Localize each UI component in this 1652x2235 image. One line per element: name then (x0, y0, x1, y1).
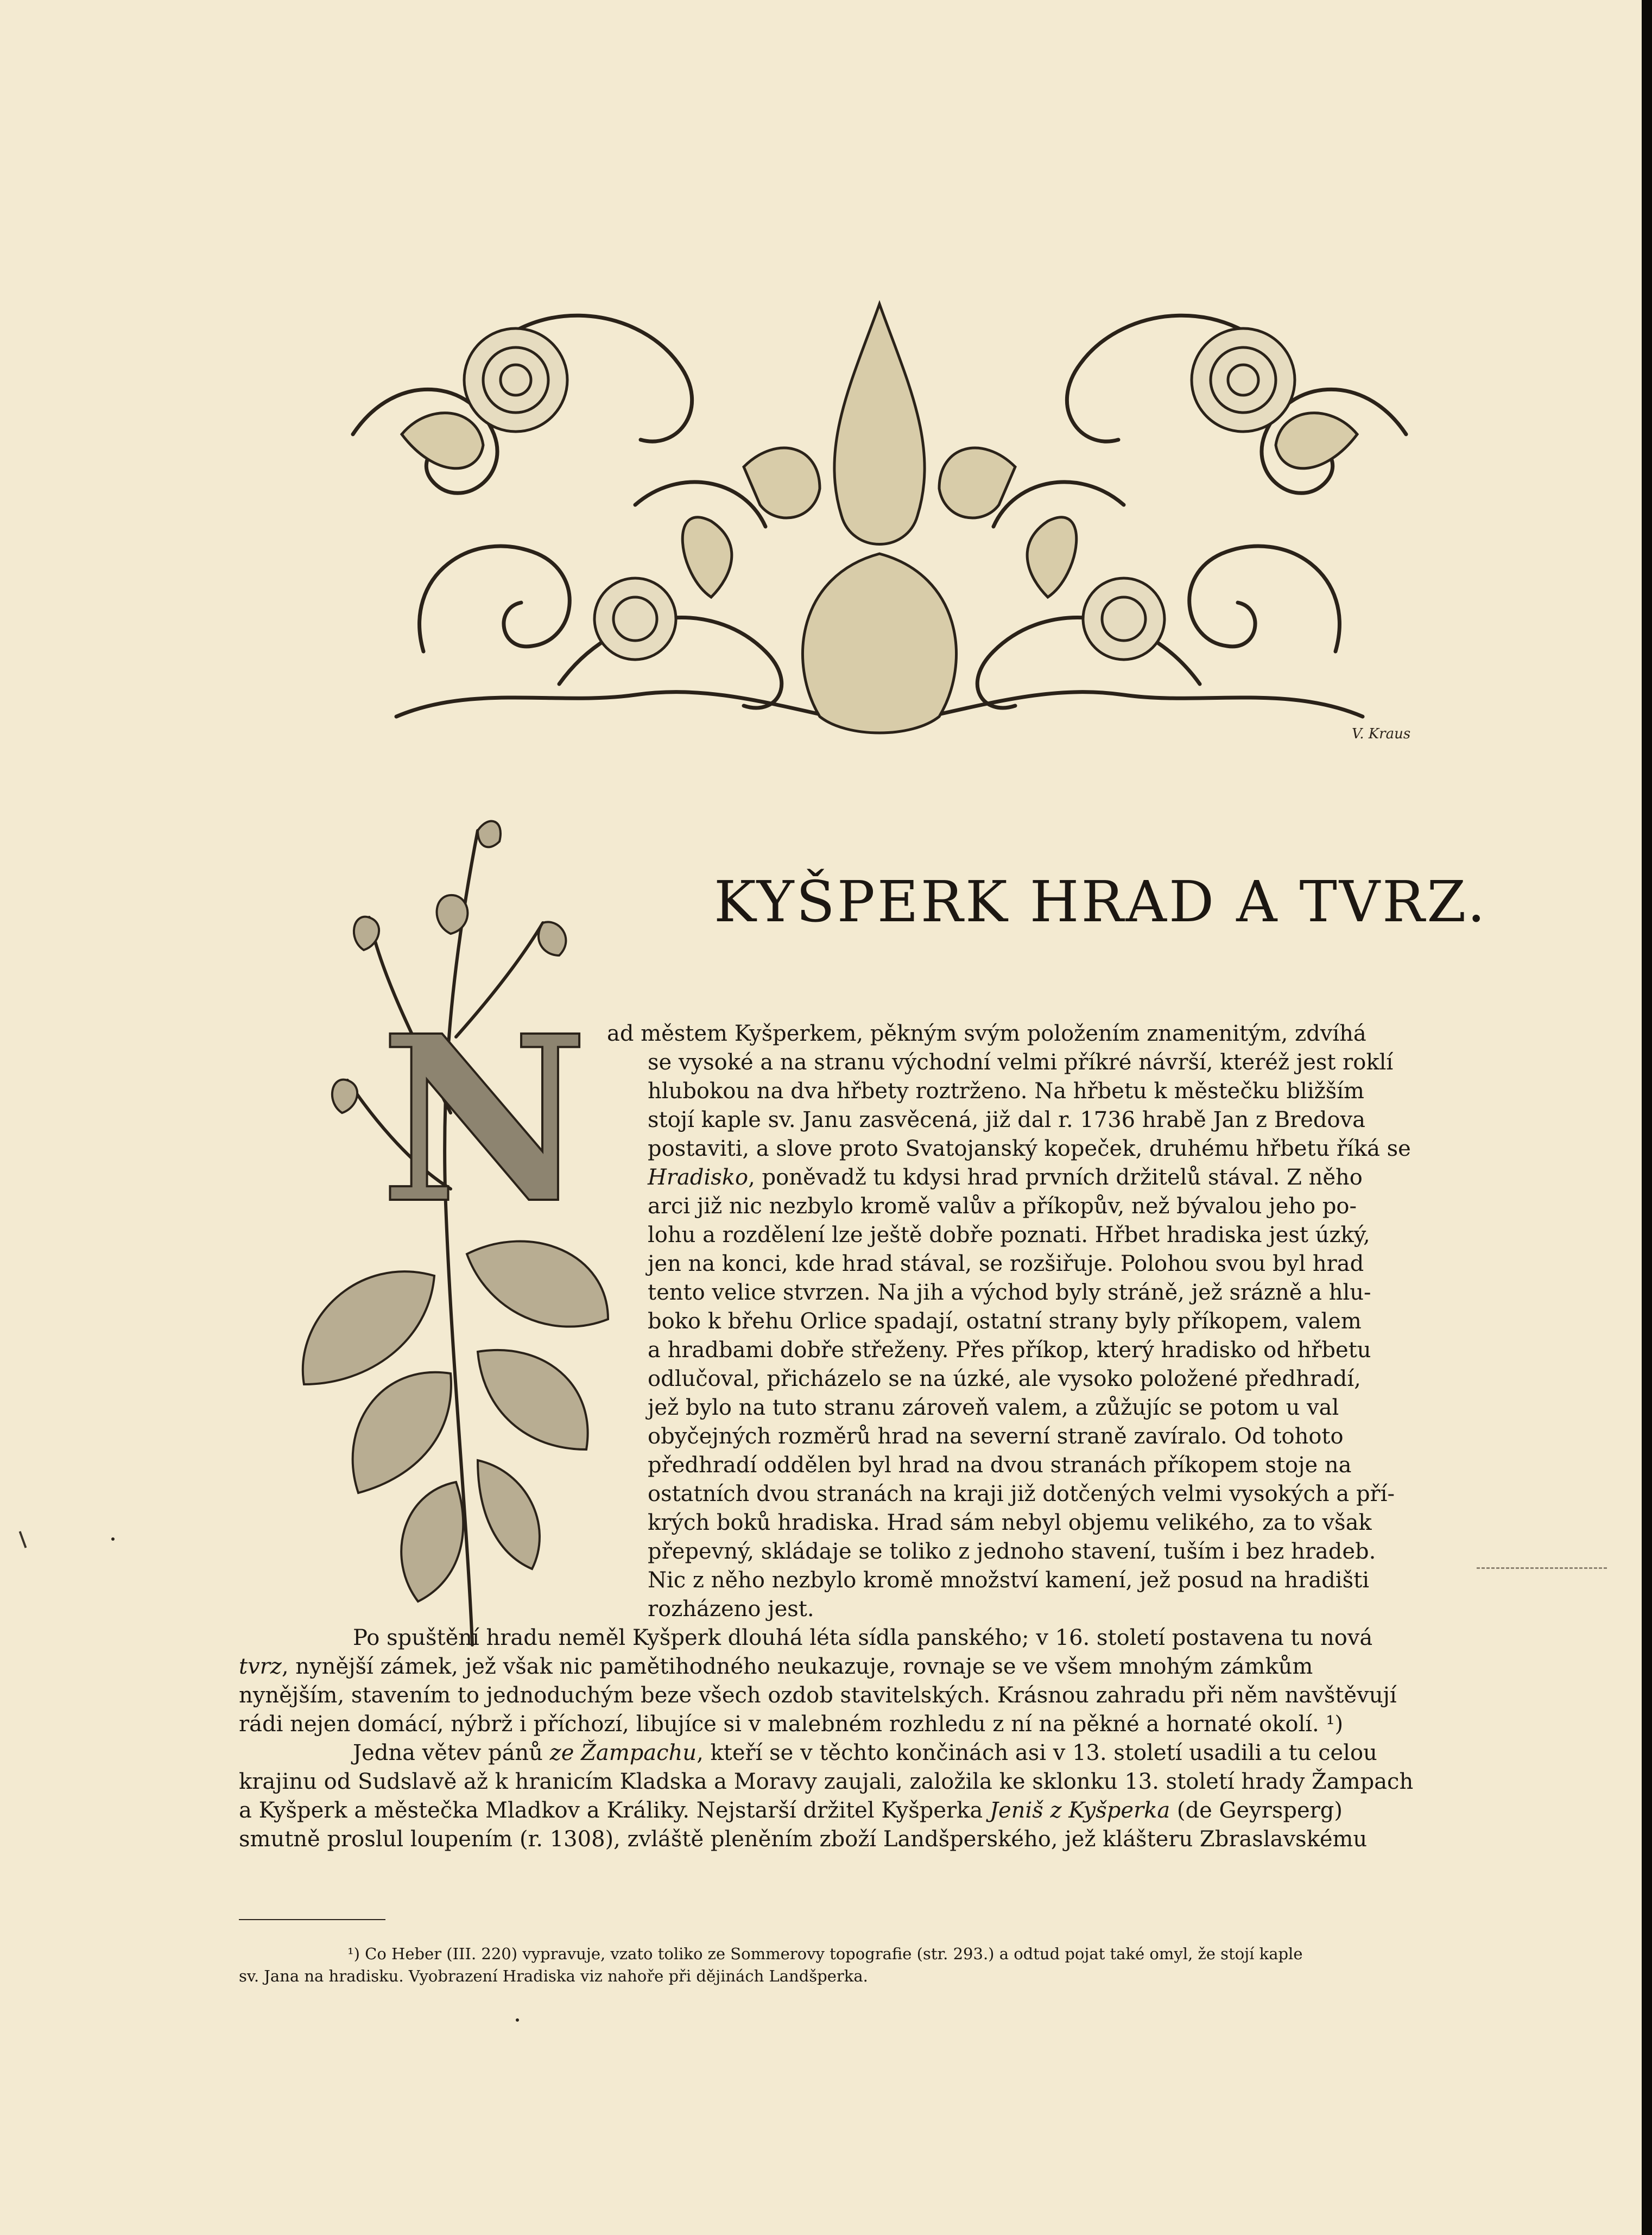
text-line: jen na konci, kde hrad stával, se rozšiřuje. Polohou svou byl hrad (648, 1251, 1364, 1276)
text-line: stojí kaple sv. Janu zasvěcená, již dal r. 1736 hrabě Jan z Bredova (648, 1107, 1366, 1132)
footnote-line: sv. Jana na hradisku. Vyobrazení Hradiska viz nahoře při dějinách Landšperka. (239, 1967, 868, 1985)
italic-word: tvrz (239, 1654, 282, 1679)
text-line: Nic z něho nezbylo kromě množství kamení, jež posud na hradišti (648, 1568, 1369, 1593)
ornament-signature: V. Kraus (1352, 726, 1411, 742)
italic-word: ze Žampachu (549, 1740, 697, 1765)
text-line: rádi nejen domácí, nýbrž i příchozí, libujíce si v malebném rozhledu z ní na pěkné a hornaté okolí. ¹) (239, 1712, 1344, 1737)
scan-artifact-dot (111, 1537, 115, 1541)
drop-cap-letter: N (380, 986, 588, 1254)
text-line (353, 1739, 1377, 1767)
text-line: tento velice stvrzen. Na jih a východ byly stráně, jež srázně a hlu- (648, 1280, 1371, 1305)
ornamental-header (331, 271, 1428, 749)
text-line: se vysoké a na stranu východní velmi příkré návrší, kteréž jest roklí (648, 1050, 1394, 1075)
drop-cap-flower-illustration (271, 809, 624, 1656)
text-line: rozházeno jest. (648, 1597, 814, 1622)
text-line: krých boků hradiska. Hrad sám nebyl objemu velikého, za to však (648, 1510, 1372, 1535)
text-line: nynějším, stavením to jednoduchým beze všech ozdob stavitelských. Krásnou zahradu při něm navštěvují (239, 1683, 1397, 1708)
text-line: obyčejných rozměrů hrad na severní straně zavíralo. Od tohoto (648, 1424, 1344, 1449)
footnote-rule (239, 1919, 385, 1920)
text-line: krajinu od Sudslavě až k hranicím Kladska a Moravy zaujali, založila ke sklonku 13. století hrady Žampach (239, 1769, 1414, 1794)
text-line: lohu a rozdělení lze ještě dobře poznati. Hřbet hradiska jest úzký, (648, 1223, 1370, 1248)
text-line: ad městem Kyšperkem, pěkným svým položením znamenitým, zdvíhá (607, 1021, 1366, 1046)
text-line: předhradí oddělen byl hrad na dvou stranách příkopem stoje na (648, 1453, 1352, 1478)
text-line: přepevný, skládaje se toliko z jednoho stavení, tuším i bez hradeb. (648, 1539, 1376, 1564)
text-fragment: (de Geyrsperg) (1170, 1798, 1343, 1823)
text-line: ostatních dvou stranách na kraji již dotčených velmi vysokých a pří- (648, 1481, 1395, 1506)
text-line: odlučoval, přicházelo se na úzké, ale vysoko položené předhradí, (648, 1366, 1361, 1391)
text-line (648, 1163, 1363, 1192)
text-line: arci již nic nezbylo kromě valův a příkopův, než bývalou jeho po- (648, 1194, 1357, 1219)
text-line: a hradbami dobře střeženy. Přes příkop, který hradisko od hřbetu (648, 1338, 1371, 1363)
text-line (239, 1652, 1313, 1681)
book-spine-edge (1642, 0, 1652, 2235)
italic-word: Hradisko (648, 1165, 749, 1190)
page-title: KYŠPERK HRAD A TVRZ. (714, 869, 1488, 935)
text-fragment: , poněvadž tu kdysi hrad prvních držitelů stával. Z něho (748, 1165, 1363, 1190)
scan-artifact-dot (516, 2018, 519, 2022)
text-fragment: Jedna větev pánů (353, 1740, 550, 1765)
text-line: jež bylo na tuto stranu zároveň valem, a zůžujíc se potom u val (648, 1395, 1339, 1420)
text-fragment: , kteří se v těchto končinách asi v 13. století usadili a tu celou (697, 1740, 1377, 1765)
text-line (239, 1796, 1343, 1825)
text-line: smutně proslul loupením (r. 1308), zvláště pleněním zboží Landšperského, jež klášteru Zbraslavskému (239, 1827, 1368, 1852)
scan-artifact-mark (19, 1531, 27, 1548)
footnote-line: ¹) Co Heber (III. 220) vypravuje, vzato toliko ze Sommerovy topografie (str. 293.) a odtud pojat také omyl, že stojí kaple (347, 1945, 1303, 1963)
text-line: boko k břehu Orlice spadají, ostatní strany byly příkopem, valem (648, 1309, 1362, 1334)
italic-word: Jeniš z Kyšperka (989, 1798, 1170, 1823)
scan-artifact-dash (1477, 1567, 1607, 1569)
text-fragment: a Kyšperk a městečka Mladkov a Králiky. Nejstarší držitel Kyšperka (239, 1798, 990, 1823)
text-fragment: , nynější zámek, jež však nic pamětihodného neukazuje, rovnaje se ve všem mnohým zámkům (281, 1654, 1313, 1679)
text-line: hlubokou na dva hřbety roztrženo. Na hřbetu k městečku bližším (648, 1079, 1364, 1104)
text-line: postaviti, a slove proto Svatojanský kopeček, druhému hřbetu říká se (648, 1136, 1411, 1161)
text-line: Po spuštění hradu neměl Kyšperk dlouhá léta sídla panského; v 16. století postavena tu nová (353, 1625, 1373, 1650)
